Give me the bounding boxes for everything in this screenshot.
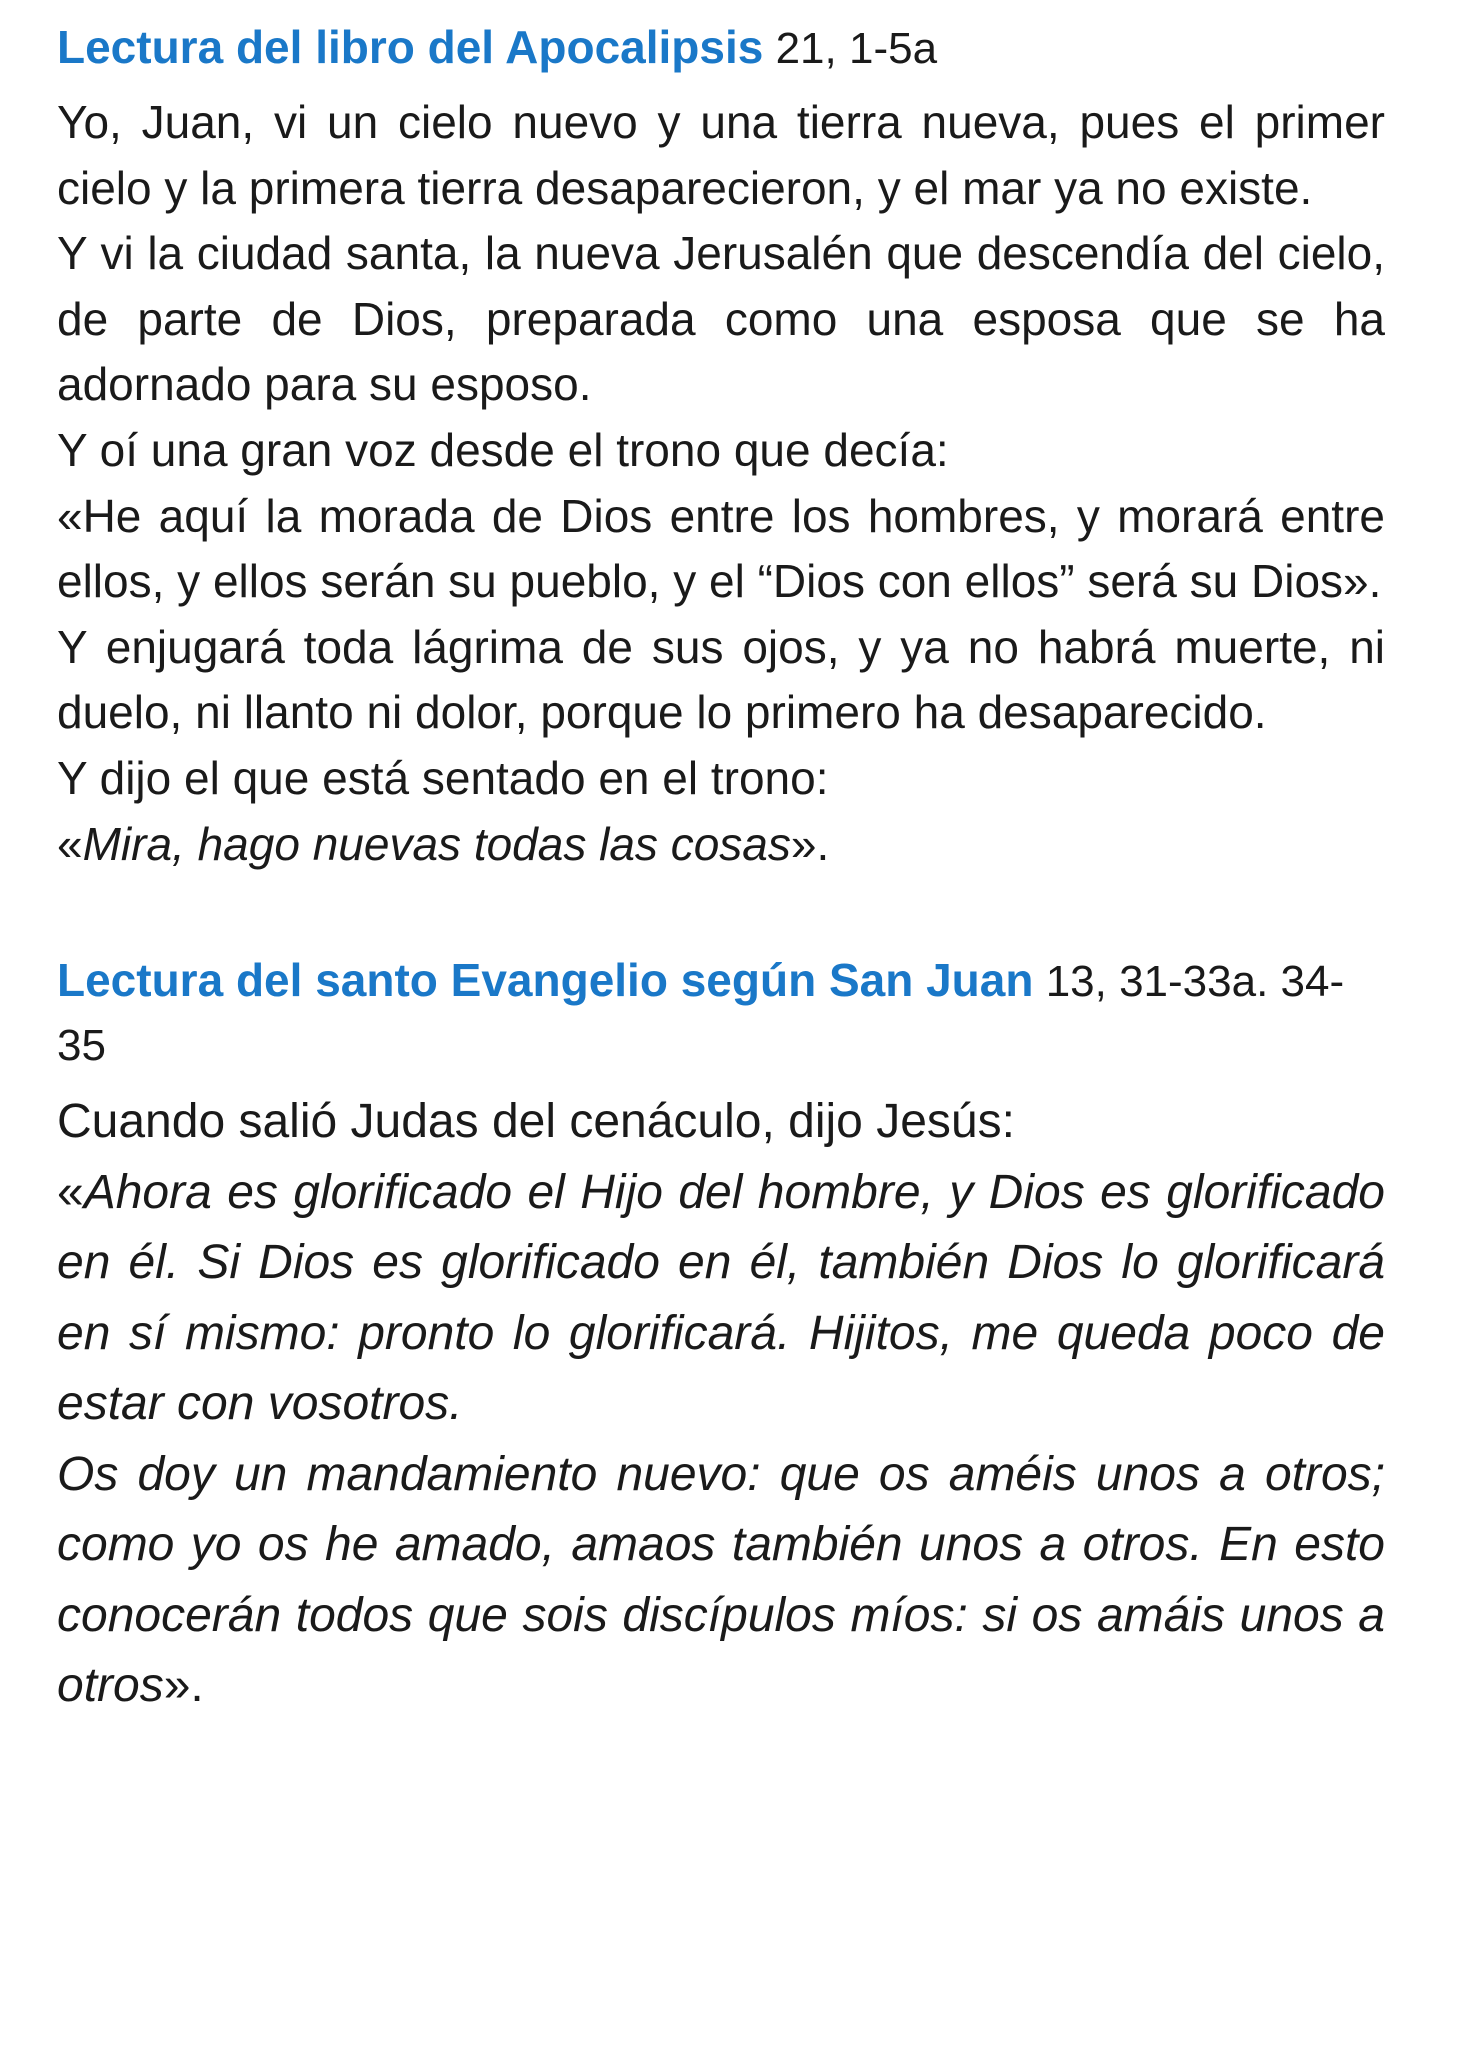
reading-apocalipsis	[57, 14, 1385, 877]
reading-title: Lectura del santo Evangelio según San Juan	[57, 954, 1034, 1007]
paragraph: Cuando salió Judas del cenáculo, dijo Jesús:	[57, 1095, 1015, 1149]
quote-close: ».	[163, 1659, 204, 1713]
reading-evangelio	[57, 949, 1385, 1722]
quote-text: Ahora es glorificado el Hijo del hombre, y Dios es glorificado en él. Si Dios es glorificado en él, también Dios lo glorificará en sí mismo: pronto lo glorificará. Hijitos, me queda poco de estar con vosotros.	[57, 1165, 1385, 1431]
paragraph: Y enjugará toda lágrima de sus ojos, y ya no habrá muerte, ni duelo, ni llanto ni dolor, porque lo primero ha desaparecido.	[57, 620, 1385, 739]
final-quote	[57, 812, 1385, 878]
paragraph: Y dijo el que está sentado en el trono:	[57, 751, 829, 804]
quote-close: ».	[790, 817, 830, 870]
document-page	[57, 14, 1385, 1722]
quote-text: Os doy un mandamiento nuevo: que os améis unos a otros; como yo os he amado, amaos también unos a otros. En esto conocerán todos que sois discípulos míos: si os amáis unos a otros	[57, 1447, 1385, 1713]
reading-heading	[57, 949, 1385, 1077]
quote-text: Mira, hago nuevas todas las cosas	[82, 817, 791, 870]
reading-body	[57, 90, 1385, 877]
quote-open: «	[57, 1165, 84, 1219]
reading-reference: 13, 31-33a. 34-35	[57, 957, 1345, 1071]
paragraph: Yo, Juan, vi un cielo nuevo y una tierra nueva, pues el primer cielo y la primera tierra desaparecieron, y el mar ya no existe.	[57, 96, 1385, 214]
reading-reference: 21, 1-5a	[763, 24, 938, 73]
reading-heading	[57, 14, 1385, 82]
quote-open: «	[57, 817, 83, 870]
quote-paragraph	[57, 1158, 1385, 1440]
paragraph: Y vi la ciudad santa, la nueva Jerusalén que descendía del cielo, de parte de Dios, preparada como una esposa que se ha adornado para su esposo.	[57, 227, 1385, 411]
reading-title: Lectura del libro del Apocalipsis	[57, 21, 764, 73]
quote-paragraph	[57, 1440, 1385, 1722]
reading-body	[57, 1087, 1385, 1722]
paragraph: «He aquí la morada de Dios entre los hombres, y morará entre ellos, y ellos serán su pueblo, y el “Dios con ellos” será su Dios».	[57, 489, 1385, 608]
paragraph: Y oí una gran voz desde el trono que decía:	[57, 423, 949, 476]
